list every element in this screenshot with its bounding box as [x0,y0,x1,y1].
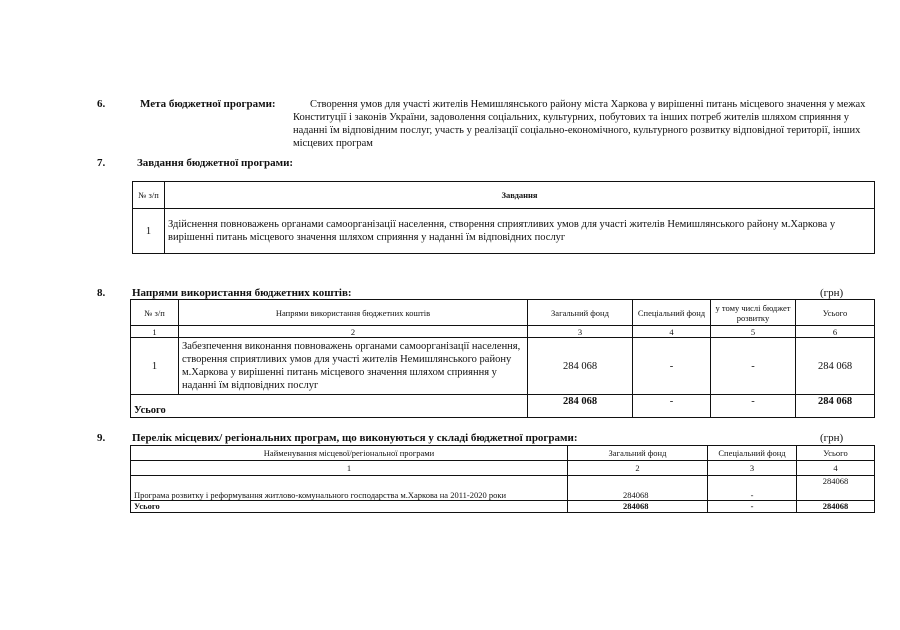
dir-idx-3: 3 [528,326,633,338]
dir-h-total: Усього [796,300,875,326]
dir-row-total: 284 068 [796,338,875,395]
prog-idx-4: 4 [797,461,875,476]
dir-total-sum: 284 068 [796,395,875,418]
dir-idx-4: 4 [633,326,711,338]
dir-total-general: 284 068 [528,395,633,418]
dir-row-general: 284 068 [528,338,633,395]
dir-total-dev: - [711,395,796,418]
dir-idx-2: 2 [179,326,528,338]
section-6-title: Мета бюджетної програми: [140,98,276,110]
tasks-row-text: Здійснення повноважень органами самоорганізації населення, створення сприятливих умов для участі жителів Немишлянського району м.Харкова у вирішенні питань місцевого значення шляхом сприяння у наданні їм відповідних послуг [165,209,875,254]
dir-row-no: 1 [131,338,179,395]
section-8-unit: (грн) [820,287,844,299]
prog-h-name: Найменування місцевої/регіональної програми [131,446,568,461]
section-7-title: Завдання бюджетної програми: [137,157,294,169]
prog-row-special: - [708,476,797,500]
dir-total-special: - [633,395,711,418]
dir-h-no: № з/п [131,300,179,326]
dir-idx-6: 6 [796,326,875,338]
dir-h-general: Загальний фонд [528,300,633,326]
tasks-row-no: 1 [133,209,165,254]
section-8-title: Напрями використання бюджетних коштів: [132,287,352,299]
dir-idx-1: 1 [131,326,179,338]
dir-row-special: - [633,338,711,395]
prog-idx-1: 1 [131,461,568,476]
prog-h-general: Загальний фонд [568,446,708,461]
dir-row-direction: Забезпечення виконання повноважень органами самоорганізації населення, створення сприятливих умов для участі жителів Немишлянського району м.Харкова у вирішенні питань місцевого значення шляхом сприяння у наданні їм відповідних послуг [179,338,528,395]
dir-h-special: Спеціальний фонд [633,300,711,326]
prog-row-name: Програма розвитку і реформування житлово-комунального господарства м.Харкова на 2011-2020 роки [131,476,568,500]
section-6-number: 6. [97,98,106,110]
directions-table [130,299,875,418]
tasks-table [132,181,875,254]
dir-total-label: Усього [131,395,528,418]
prog-total-general: 284068 [568,500,708,512]
dir-h-dev: у тому числі бюджет розвитку [711,300,796,326]
section-8-number: 8. [97,287,106,299]
prog-row-total: 284068 [797,476,875,500]
section-7-number: 7. [97,157,106,169]
prog-h-special: Спеціальний фонд [708,446,797,461]
prog-h-total: Усього [797,446,875,461]
tasks-col-task: Завдання [165,182,875,209]
prog-total-label: Усього [131,500,568,512]
section-9-unit: (грн) [820,432,844,444]
dir-idx-5: 5 [711,326,796,338]
prog-total-special: - [708,500,797,512]
programs-table [130,445,875,513]
section-9-number: 9. [97,432,106,444]
prog-row-general: 284068 [568,476,708,500]
prog-idx-3: 3 [708,461,797,476]
section-6-text: Створення умов для участі жителів Немишлянського району міста Харкова у вирішенні питань місцевого значення у межах Конституції і законів України, задоволення соціальних, культурних, побутових та інших потреб жителів шляхом сприяння у наданні їм відповідним послуг, участь у реалізації соціально-економічного, культурного розвитку відповідної території, інших місцевих програм [293,99,866,149]
dir-row-dev: - [711,338,796,395]
tasks-col-no: № з/п [133,182,165,209]
section-9-title: Перелік місцевих/ регіональних програм, що виконуються у складі бюджетної програми: [132,432,578,444]
prog-idx-2: 2 [568,461,708,476]
dir-h-direction: Напрями використання бюджетних коштів [179,300,528,326]
prog-total-sum: 284068 [797,500,875,512]
